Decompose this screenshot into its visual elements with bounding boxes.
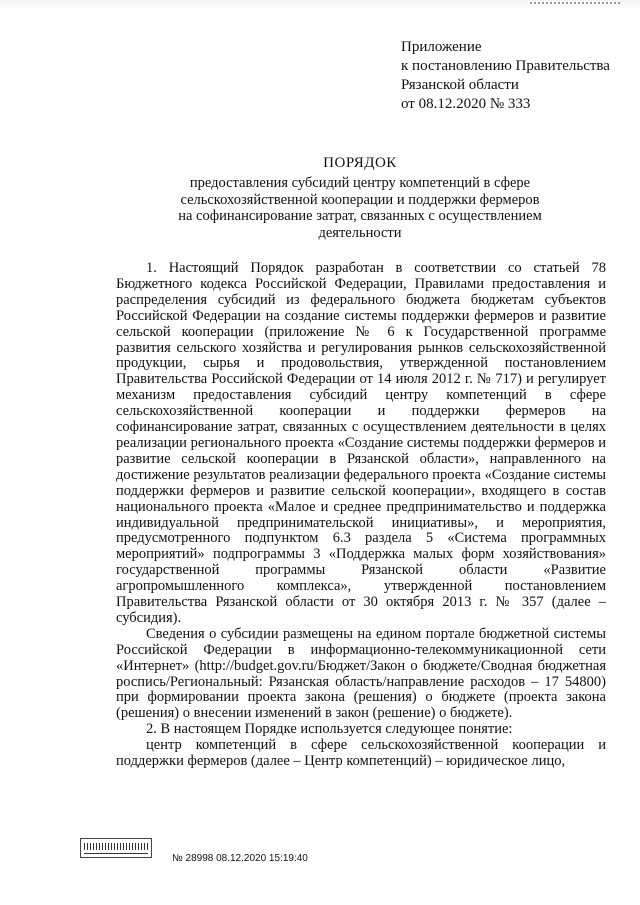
- subtitle-line: деятельности: [318, 224, 402, 241]
- approval-line: к постановлению Правительства: [401, 58, 610, 74]
- approval-line: Рязанской области: [401, 77, 519, 93]
- subtitle-line: на софинансирование затрат, связанных с осуществлением: [178, 208, 542, 224]
- approval-date-number: от 08.12.2020 № 333: [401, 96, 531, 112]
- footer-document-id: № 28998 08.12.2020 15:19:40: [172, 853, 308, 864]
- document-body: [116, 261, 606, 770]
- scan-noise-mark: [530, 2, 620, 10]
- paragraph: Сведения о субсидии размещены на едином портале бюджетной системы Российской Федерации в информационно-телекоммуникационной сети «Интернет» (http://budget.gov.ru/Бюджет/Закон о бюджете/Сводная бюджетная роспись/Региональный: Рязанская область/направление расходов – 17 54800) при формировании проекта закона (решения) о бюджете (проекта закона (решения) о внесении изменений в закон (решение) о бюджете).: [116, 625, 606, 722]
- document-subtitle: [90, 175, 630, 241]
- paragraph: 2. В настоящем Порядке используется следующее понятие:: [146, 721, 513, 738]
- paragraph: 1. Настоящий Порядок разработан в соответствии со статьей 78 Бюджетного кодекса Российской Федерации, Правилами предоставления и распределения субсидий из федерального бюджета бюджетам субъектов Российской Федерации на создание системы поддержки фермеров и развитие сельской кооперации (приложение № 6 к Государственной программе развития сельского хозяйства и регулирования рынков сельскохозяйственной продукции, сырья и продовольствия, утвержденной постановлением Правительства Российской Федерации от 14 июля 2012 г. № 717) и регулирует механизм предоставления субсидий центру компетенций в сфере сельскохозяйственной кооперации и поддержки фермеров на софинансирование затрат, связанных с осуществлением деятельности в целях реализации регионального проекта «Создание системы поддержки фермеров и развитие сельской кооперации в Рязанской области», направленного на достижение результатов реализации федерального проекта «Создание системы поддержки фермеров и развитие сельской кооперации», входящего в состав национального проекта «Малое и среднее предпринимательство и поддержка индивидуальной предпринимательской инициативы», и мероприятия, предусмотренного подпунктом 6.3 раздела 5 «Система программных мероприятий» подпрограммы 3 «Поддержка малых форм хозяйствования» государственной программы Рязанской области «Развитие агропромышленного комплекса», утвержденной постановлением Правительства Рязанской области от 30 октября 2013 г. № 357 (далее – субсидия).: [116, 260, 606, 626]
- document-title: ПОРЯДОК: [323, 155, 397, 171]
- barcode-stamp-icon: [80, 838, 152, 858]
- subtitle-line: предоставления субсидий центру компетенций в сфере: [189, 175, 531, 191]
- paragraph: центр компетенций в сфере сельскохозяйственной кооперации и поддержки фермеров (далее – Центр компетенций) – юридическое лицо,: [116, 737, 606, 770]
- approval-line: Приложение: [401, 39, 482, 55]
- approval-block: [401, 38, 631, 114]
- subtitle-line: сельскохозяйственной кооперации и поддержки фермеров: [180, 191, 540, 208]
